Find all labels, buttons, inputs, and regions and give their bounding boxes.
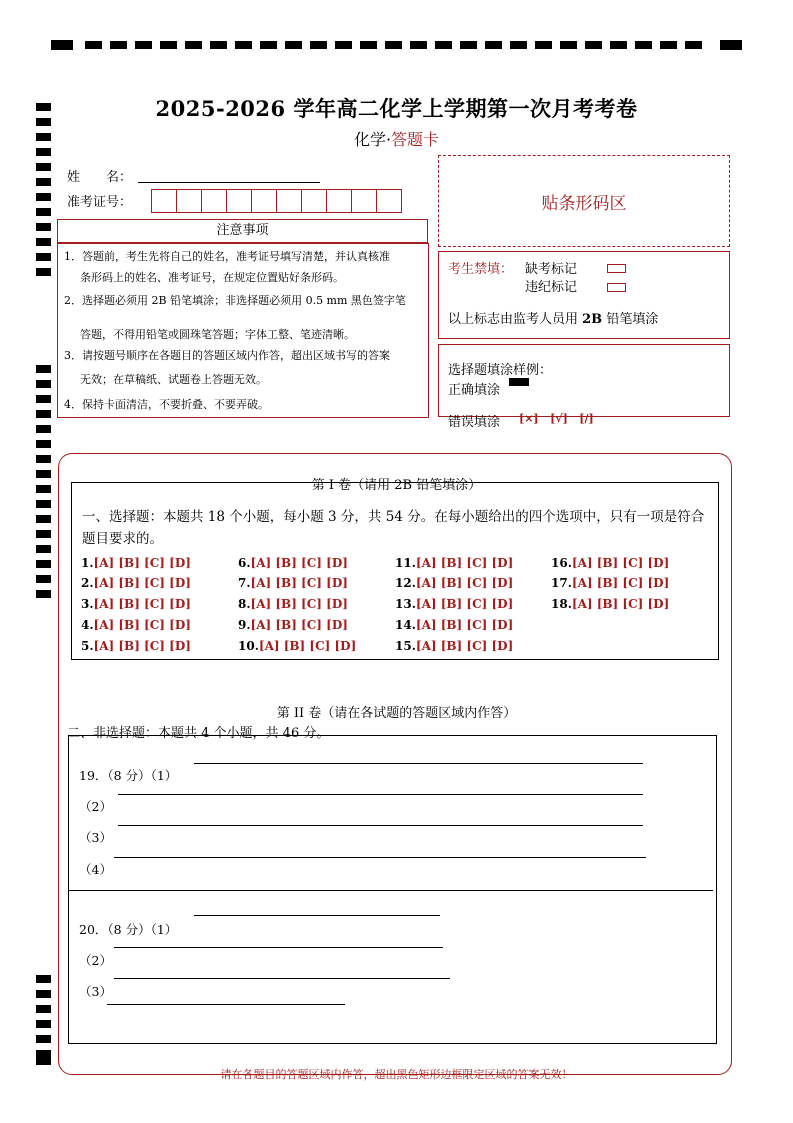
document-title: 2025-2026 学年高二化学上学期第一次月考考卷 [155,96,638,121]
question-number: 18. [551,597,572,611]
timing-mark [36,425,51,433]
bubble-options[interactable]: [A] [B] [C] [D] [258,639,357,653]
note-line: 2．选择题必须用 2B 铅笔填涂；非选择题必须用 0.5 mm 黑色签字笔 [64,294,406,307]
q19-answer-line-4[interactable] [114,857,646,858]
question-number: 11. [395,556,416,570]
notes-heading: 注意事项 [57,219,428,243]
bubble-options[interactable]: [A] [B] [C] [D] [415,639,514,653]
timing-mark [36,500,51,508]
barcode-area: 贴条形码区 [438,155,730,247]
timing-mark [36,575,51,583]
question-number: 1. [81,556,94,570]
exam-number-digit-box[interactable] [176,189,202,213]
timing-mark [36,253,51,261]
timing-mark [36,380,51,388]
bubble-options[interactable]: [A] [B] [C] [D] [93,576,191,590]
choice-item[interactable] [395,618,513,632]
question-number: 15. [395,639,416,653]
choice-item[interactable] [238,618,348,632]
timing-mark [36,365,51,373]
footer-warning: 请在各题目的答题区域内作答，超出黑色矩形边框限定区域的答案无效！ [220,1068,573,1081]
q19-part-label: （4） [79,862,112,877]
exam-number-digit-box[interactable] [201,189,227,213]
question-number: 14. [395,618,416,632]
timing-mark [36,440,51,448]
section2-instructions: 二、非选择题：本题共 4 个小题，共 46 分。 [67,726,330,741]
absent-mark-box[interactable] [607,264,626,273]
bubble-options[interactable]: [A] [B] [C] [D] [93,556,191,570]
exam-number-boxes[interactable] [151,189,401,213]
section1-title: 第 I 卷（请用 2B 铅笔填涂） [311,478,482,493]
absent-mark-label: 缺考标记 [525,262,578,277]
bubble-options[interactable]: [A] [B] [C] [D] [93,639,191,653]
bubble-options[interactable]: [A] [B] [C] [D] [415,597,514,611]
bubble-options[interactable]: [A] [B] [C] [D] [250,556,348,570]
timing-mark [36,193,51,201]
violation-mark-box[interactable] [607,283,626,292]
timing-mark [36,395,51,403]
choice-item[interactable] [238,639,356,653]
question-number: 7. [238,576,251,590]
bubble-options[interactable]: [A] [B] [C] [D] [250,576,348,590]
bubble-options[interactable]: [A] [B] [C] [D] [93,597,191,611]
bubble-options[interactable]: [A] [B] [C] [D] [415,618,514,632]
bubble-options[interactable]: [A] [B] [C] [D] [571,556,670,570]
question-number: 16. [551,556,572,570]
note-line: 答题，不得用铅笔或圆珠笔答题；字体工整、笔迹清晰。 [80,328,355,341]
choice-item[interactable] [395,576,513,590]
proctor-only-box [438,251,730,339]
bubble-options[interactable]: [A] [B] [C] [D] [250,618,348,632]
exam-number-label: 准考证号： [67,195,133,210]
choice-item[interactable] [81,576,191,590]
sample-title: 选择题填涂样例： [448,363,553,378]
correct-fill-mark [509,378,529,386]
bubble-options[interactable]: [A] [B] [C] [D] [93,618,191,632]
note-line: 4．保持卡面清洁，不要折叠、不要弄破。 [64,398,269,411]
violation-mark-label: 违纪标记 [525,280,578,295]
timing-mark [36,410,51,418]
q20-answer-line-3[interactable] [114,978,450,979]
question-divider [68,890,713,891]
notes-box [57,243,429,418]
wrong-fill-marks: [×] [√] [/] [519,412,594,425]
question-number: 5. [81,639,94,653]
exam-number-digit-box[interactable] [301,189,327,213]
timing-mark [36,1035,51,1043]
choice-item[interactable] [238,597,348,611]
bubble-options[interactable]: [A] [B] [C] [D] [415,576,514,590]
exam-number-digit-box[interactable] [326,189,352,213]
choice-item[interactable] [238,576,348,590]
timing-mark [36,1005,51,1013]
question-number: 13. [395,597,416,611]
q19-answer-line-3[interactable] [118,825,643,826]
timing-mark [36,163,51,171]
q20-answer-line-2[interactable] [114,947,443,948]
timing-mark [36,590,51,598]
note-line: 条形码上的姓名、准考证号，在规定位置贴好条形码。 [80,271,344,284]
q19-answer-line-1[interactable] [194,763,643,764]
choice-item[interactable] [81,556,191,570]
question-number: 3. [81,597,94,611]
q19-stem: 19．（8 分）（1） [79,768,178,783]
question-number: 4. [81,618,94,632]
choice-item[interactable] [551,556,669,570]
timing-mark [36,268,51,276]
timing-mark [36,530,51,538]
choice-item[interactable] [395,556,513,570]
q20-part-label: （2） [79,953,112,968]
exam-number-digit-box[interactable] [226,189,252,213]
bubble-options[interactable]: [A] [B] [C] [D] [571,576,670,590]
name-label: 姓 名： [67,170,133,185]
choice-item[interactable] [551,576,669,590]
timing-mark [36,545,51,553]
timing-mark [36,208,51,216]
timing-mark [36,238,51,246]
correct-fill-label: 正确填涂 [448,383,501,398]
wrong-fill-label: 错误填涂 [448,415,501,430]
timing-mark [36,455,51,463]
q19-part-label: （2） [79,799,112,814]
exam-number-digit-box[interactable] [376,189,402,213]
q19-part-label: （3） [79,830,112,845]
choice-item[interactable] [551,597,669,611]
note-line: 3．请按题号顺序在各题目的答题区域内作答，超出区域书写的答案 [64,349,390,362]
choice-item[interactable] [395,597,513,611]
question-number: 9. [238,618,251,632]
timing-mark [36,178,51,186]
choice-item[interactable] [81,618,191,632]
question-number: 10. [238,639,259,653]
choice-item[interactable] [238,556,348,570]
timing-mark [36,560,51,568]
proctor-note: 以上标志由监考人员用 2B 铅笔填涂 [448,312,659,327]
timing-mark [36,1020,51,1028]
timing-mark [36,1057,51,1065]
q20-stem: 20．（8 分）（1） [79,922,178,937]
note-line: 无效；在草稿纸、试题卷上答题无效。 [80,373,267,386]
q20-answer-line-1[interactable] [194,915,440,916]
forbid-label: 考生禁填： [448,262,514,277]
bubble-options[interactable]: [A] [B] [C] [D] [250,597,348,611]
exam-number-digit-box[interactable] [251,189,277,213]
bubble-options[interactable]: [A] [B] [C] [D] [571,597,670,611]
exam-number-digit-box[interactable] [276,189,302,213]
exam-number-digit-box[interactable] [351,189,377,213]
timing-mark [36,990,51,998]
question-number: 8. [238,597,251,611]
question-number: 17. [551,576,572,590]
timing-mark [36,515,51,523]
choice-item[interactable] [395,639,513,653]
q20-answer-line-4[interactable] [107,1004,345,1005]
timing-mark [36,975,51,983]
note-line: 1．答题前，考生先将自己的姓名，准考证号填写清楚，并认真核准 [64,250,390,263]
q20-part-label: （3） [79,984,112,999]
timing-mark [36,223,51,231]
q19-answer-line-2[interactable] [118,794,643,795]
section2-title: 第 II 卷（请在各试题的答题区域内作答） [276,706,517,721]
section1-instructions: 一、选择题：本题共 18 个小题，每小题 3 分，共 54 分。在每小题给出的四个选项中，只有一项是符合题目要求的。 [82,509,705,547]
fill-sample-box [438,344,730,430]
question-number: 2. [81,576,94,590]
question-number: 6. [238,556,251,570]
choice-item[interactable] [81,639,191,653]
question-number: 12. [395,576,416,590]
document-subtitle: 化学·答题卡 [353,130,440,149]
exam-number-digit-box[interactable] [151,189,177,213]
bubble-options[interactable]: [A] [B] [C] [D] [415,556,514,570]
choice-item[interactable] [81,597,191,611]
name-field[interactable] [138,182,320,183]
